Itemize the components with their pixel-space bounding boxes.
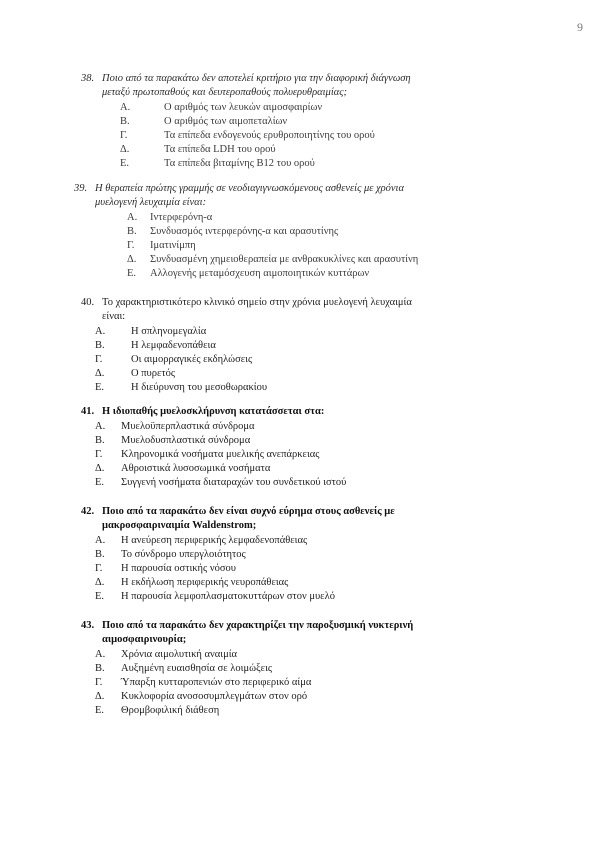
question-42-stem	[0, 505, 430, 533]
question-41-number: 41.	[81, 406, 95, 417]
question-40-number: 40.	[81, 297, 95, 308]
option-text: Κληρονομικά νοσήματα μυελικής ανεπάρκειας	[121, 449, 320, 460]
option-text: Ο αριθμός των λευκών αιμοσφαιρίων	[164, 102, 323, 113]
question-43	[0, 619, 595, 718]
option-letter: E.	[95, 477, 105, 488]
option-letter: Δ.	[95, 577, 105, 588]
option-letter: A.	[127, 212, 138, 223]
question-40-option-a	[0, 325, 595, 339]
question-41-option-b	[0, 434, 595, 448]
option-letter: A.	[95, 421, 106, 432]
option-letter: Δ.	[95, 368, 105, 379]
option-letter: Δ.	[120, 144, 130, 155]
question-39-option-b	[0, 225, 595, 239]
option-letter: E.	[127, 268, 137, 279]
question-43-option-b	[0, 662, 595, 676]
question-40-stem	[0, 296, 430, 324]
option-text: Μυελοδυσπλαστικά σύνδρομα	[121, 435, 251, 446]
option-letter: Δ.	[95, 463, 105, 474]
question-39-option-c	[0, 239, 595, 253]
option-letter: Γ.	[95, 563, 103, 574]
question-39-option-e	[0, 267, 595, 281]
question-39-option-a	[0, 211, 595, 225]
question-38-option-a	[0, 101, 595, 115]
option-letter: A.	[95, 649, 106, 660]
question-42-option-b	[0, 548, 595, 562]
question-38-stem	[0, 72, 430, 100]
question-38-option-b	[0, 115, 595, 129]
option-letter: E.	[120, 158, 130, 169]
question-42-option-a	[0, 534, 595, 548]
question-43-option-e	[0, 704, 595, 718]
option-letter: B.	[95, 549, 105, 560]
question-38-option-d	[0, 143, 595, 157]
option-text: Αυξημένη ευαισθησία σε λοιμώξεις	[121, 663, 273, 674]
option-text: Συνδυασμός ιντερφερόνης-α και αρασυτίνης	[150, 226, 339, 237]
question-40-options	[0, 325, 595, 395]
option-letter: A.	[95, 535, 106, 546]
question-38-options	[0, 101, 595, 171]
option-text: Το σύνδρομο υπεργλοιότητος	[121, 549, 246, 560]
question-41-option-a	[0, 420, 595, 434]
question-43-options	[0, 648, 595, 718]
question-41-text: Η ιδιοπαθής μυελοσκλήρυνση κατατάσσεται στα:	[102, 406, 325, 417]
option-text: Ιντερφερόνη-α	[150, 212, 213, 223]
option-text: Χρόνια αιμολυτική αναιμία	[121, 649, 238, 660]
option-text: Αλλογενής μεταμόσχευση αιμοποιητικών κυττάρων	[150, 268, 370, 279]
question-40-option-b	[0, 339, 595, 353]
option-letter: A.	[120, 102, 131, 113]
option-text: Τα επίπεδα βιταμίνης B12 του ορού	[164, 158, 315, 169]
question-38-number: 38.	[81, 73, 95, 84]
option-text: Ο πυρετός	[131, 368, 175, 379]
question-39	[0, 182, 595, 281]
question-41-option-d	[0, 462, 595, 476]
option-text: Ύπαρξη κυτταροπενιών στο περιφερικό αίμα	[121, 677, 312, 688]
question-39-text: Η θεραπεία πρώτης γραμμής σε νεοδιαγιγνωσκόμενους ασθενείς με χρόνια μυελογενή λευχαιμία είναι:	[95, 183, 404, 208]
question-40-option-d	[0, 367, 595, 381]
question-39-number: 39.	[74, 183, 88, 194]
option-text: Θρομβοφιλική διάθεση	[121, 705, 220, 716]
question-39-stem	[0, 182, 430, 210]
option-letter: E.	[95, 705, 105, 716]
question-38	[0, 72, 595, 171]
option-text: Τα επίπεδα LDH του ορού	[164, 144, 276, 155]
option-text: Συγγενή νοσήματα διαταραχών του συνδετικού ιστού	[121, 477, 347, 488]
question-42-options	[0, 534, 595, 604]
option-text: Η εκδήλωση περιφερικής νευροπάθειας	[121, 577, 289, 588]
question-40-option-e	[0, 381, 595, 395]
question-43-option-c	[0, 676, 595, 690]
option-letter: Δ.	[95, 691, 105, 702]
question-42-number: 42.	[81, 506, 95, 517]
question-40	[0, 296, 595, 395]
question-40-text: Το χαρακτηριστικότερο κλινικό σημείο στην χρόνια μυελογενή λευχαιμία είναι:	[102, 297, 412, 322]
option-letter: Δ.	[127, 254, 137, 265]
option-letter: B.	[95, 663, 105, 674]
option-text: Η ανεύρεση περιφερικής λεμφαδενοπάθειας	[121, 535, 308, 546]
option-text: Ιματινίμπη	[150, 240, 196, 251]
question-42	[0, 505, 595, 604]
option-text: Οι αιμορραγικές εκδηλώσεις	[131, 354, 253, 365]
question-38-option-c	[0, 129, 595, 143]
option-text: Συνδυασμένη χημειοθεραπεία με ανθρακυκλίνες και αρασυτίνη	[150, 254, 419, 265]
question-39-options	[0, 211, 595, 281]
question-41	[0, 405, 595, 490]
option-letter: E.	[95, 382, 105, 393]
page-number: 9	[577, 20, 583, 34]
question-41-stem	[0, 405, 430, 419]
option-letter: E.	[95, 591, 105, 602]
question-40-option-c	[0, 353, 595, 367]
option-text: Η σπληνομεγαλία	[131, 326, 207, 337]
option-text: Τα επίπεδα ενδογενούς ερυθροποιητίνης του ορού	[164, 130, 375, 141]
question-39-option-d	[0, 253, 595, 267]
option-letter: Γ.	[95, 677, 103, 688]
question-42-option-e	[0, 590, 595, 604]
option-text: Η παρουσία λεμφοπλασματοκυττάρων στον μυελό	[121, 591, 335, 602]
option-text: Η παρουσία οστικής νόσου	[121, 563, 236, 574]
question-41-options	[0, 420, 595, 490]
option-letter: Γ.	[120, 130, 128, 141]
option-letter: Γ.	[95, 449, 103, 460]
option-letter: B.	[95, 435, 105, 446]
question-43-number: 43.	[81, 620, 95, 631]
question-42-text: Ποιο από τα παρακάτω δεν είναι συχνό εύρημα στους ασθενείς με μακροσφαιριναιμία Waldenstrom;	[102, 506, 395, 531]
question-43-option-a	[0, 648, 595, 662]
option-text: Ο αριθμός των αιμοπεταλίων	[164, 116, 288, 127]
question-38-text: Ποιο από τα παρακάτω δεν αποτελεί κριτήριο για την διαφορική διάγνωση μεταξύ πρωτοπαθούς και δευτεροπαθούς πολυερυθραιμίας;	[102, 73, 411, 98]
option-text: Μυελοϋπερπλαστικά σύνδρομα	[121, 421, 255, 432]
question-43-stem	[0, 619, 430, 647]
question-42-option-c	[0, 562, 595, 576]
option-text: Κυκλοφορία ανοσοσυμπλεγμάτων στον ορό	[121, 691, 308, 702]
option-letter: Γ.	[127, 240, 135, 251]
question-42-option-d	[0, 576, 595, 590]
option-letter: A.	[95, 326, 106, 337]
option-letter: B.	[127, 226, 137, 237]
option-letter: Γ.	[95, 354, 103, 365]
question-43-option-d	[0, 690, 595, 704]
option-text: Αθροιστικά λυσοσωμικά νοσήματα	[121, 463, 271, 474]
question-43-text: Ποιο από τα παρακάτω δεν χαρακτηρίζει την παροξυσμική νυκτερινή αιμοσφαιρινουρία;	[102, 620, 414, 645]
question-41-option-c	[0, 448, 595, 462]
option-letter: B.	[95, 340, 105, 351]
option-letter: B.	[120, 116, 130, 127]
option-text: Η λεμφαδενοπάθεια	[131, 340, 216, 351]
question-38-option-e	[0, 157, 595, 171]
question-41-option-e	[0, 476, 595, 490]
option-text: Η διεύρυνση του μεσοθωρακίου	[131, 382, 268, 393]
